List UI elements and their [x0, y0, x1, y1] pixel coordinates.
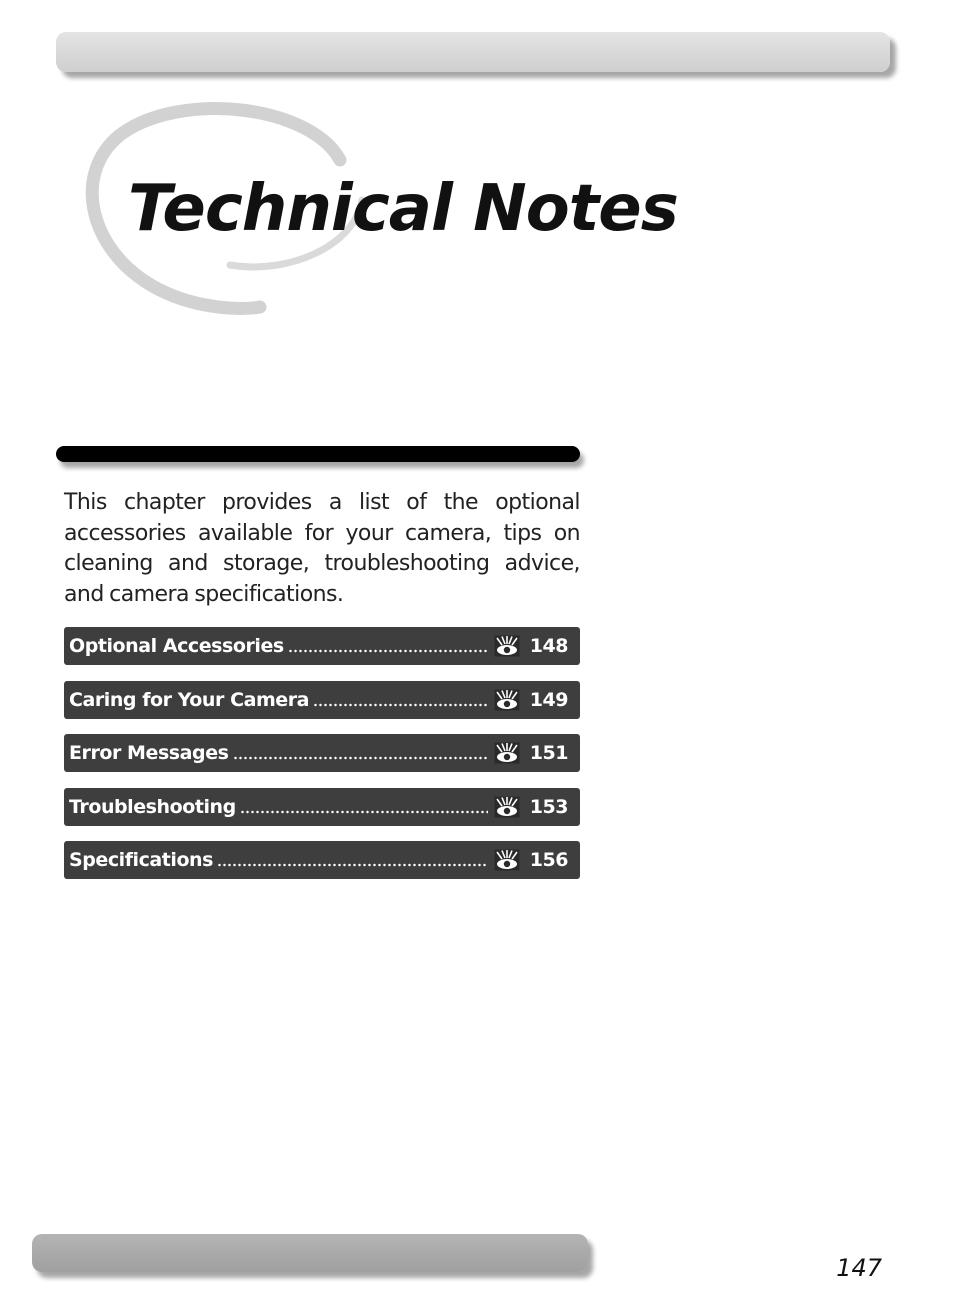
toc-item-caring-for-camera[interactable]	[64, 681, 580, 719]
eye-reference-icon	[494, 635, 520, 657]
toc-item-error-messages[interactable]	[64, 734, 580, 772]
toc-item-specifications[interactable]	[64, 841, 580, 879]
bottom-decorative-bar	[32, 1234, 588, 1272]
table-of-contents	[64, 627, 580, 895]
toc-item-page: 156	[529, 849, 568, 871]
toc-leader-dots	[288, 649, 488, 653]
toc-item-page: 149	[529, 688, 568, 711]
toc-item-label: Caring for Your Camera	[69, 688, 310, 711]
toc-item-label: Specifications	[69, 849, 213, 871]
toc-item-troubleshooting[interactable]	[64, 788, 580, 826]
toc-item-page: 153	[529, 795, 568, 818]
top-decorative-bar	[56, 32, 890, 72]
toc-item-optional-accessories[interactable]	[64, 627, 580, 665]
toc-item-page: 151	[529, 742, 568, 764]
toc-item-label: Optional Accessories	[69, 635, 284, 657]
page-number: 147	[836, 1254, 882, 1282]
toc-leader-dots	[240, 810, 488, 814]
toc-item-label: Troubleshooting	[69, 795, 236, 818]
toc-leader-dots	[313, 703, 488, 707]
eye-reference-icon	[494, 742, 520, 764]
toc-leader-dots	[217, 863, 488, 867]
toc-item-page: 148	[529, 635, 568, 657]
chapter-title: Technical Notes	[128, 172, 678, 246]
section-divider-bar	[56, 446, 580, 462]
eye-reference-icon	[494, 849, 520, 871]
toc-leader-dots	[233, 756, 488, 760]
eye-reference-icon	[494, 796, 520, 818]
toc-item-label: Error Messages	[69, 742, 229, 764]
chapter-intro-text: This chapter provides a list of the optional accessories available for your camera, tips on cleaning and storage, troubleshooting advice, and camera specifications.	[64, 490, 580, 607]
eye-reference-icon	[494, 689, 520, 711]
